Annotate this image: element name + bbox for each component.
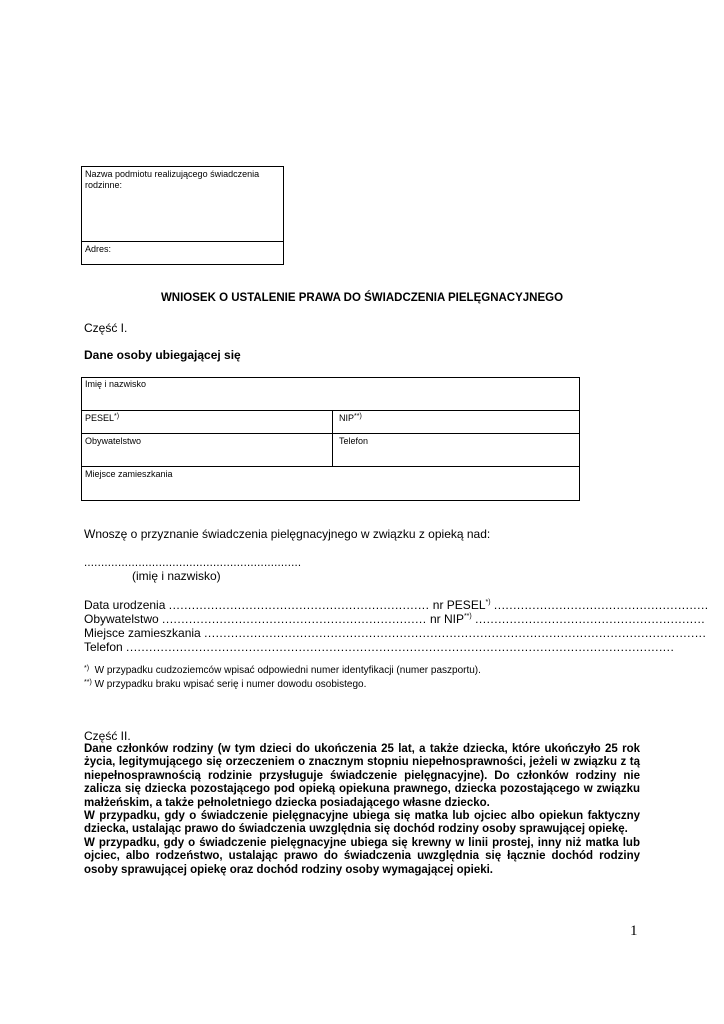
pesel-label: nr PESEL: [432, 598, 486, 612]
part2-paragraph-1: Dane członków rodziny (w tym dzieci do ukończenia 25 lat, a także dziecka, które ukończyło 25 rok życia, legitymującego się orzeczeniem o znacznym stopniu niepełnosprawności, jeżeli w związku z tą niepełnosprawnością rodzinie przysługuje świadczenie pielęgnacyjne). Do członków rodziny nie zalicza się dziecka pozostającego pod opieką opiekuna prawnego, dziecka pozostającego w związku małżeńskim, a także pełnoletniego dziecka posiadającego własne dziecko.: [84, 743, 640, 809]
care-recipient-name-line: ................................................................: [84, 557, 302, 569]
divider: [82, 410, 579, 411]
care-recipient-name-caption: (imię i nazwisko): [132, 569, 221, 583]
citizenship-label: Obywatelstwo: [84, 612, 159, 626]
nip-dots: ............................................................: [475, 612, 706, 626]
residence-row: [84, 626, 707, 640]
document-title: WNIOSEK O USTALENIE PRAWA DO ŚWIADCZENIA PIELĘGNACYJNEGO: [160, 292, 564, 304]
request-text: Wnoszę o przyznanie świadczenia pielęgnacyjnego w związku z opieką nad:: [84, 527, 491, 541]
field-nip-label: NIP**): [339, 413, 362, 423]
residence-dots: ...................................................................................................................................: [204, 626, 707, 640]
nip-label: nr NIP: [429, 612, 464, 626]
footnote-2: [84, 679, 366, 691]
footnote-2-mark: **): [84, 679, 92, 686]
phone-label: Telefon: [84, 640, 123, 654]
field-name-label: Imię i nazwisko: [85, 379, 147, 389]
pesel-dots: ........................................................: [493, 598, 709, 612]
institution-box: [81, 166, 284, 265]
nip-mark: **): [463, 613, 472, 620]
part2-paragraph-3: W przypadku, gdy o świadczenie pielęgnacyjne ubiega się krewny w linii prostej, inny niż matka lub ojciec, albo rodzeństwo, ustalając prawo do świadczenia uwzględnia się łącznie dochód rodziny osoby sprawującej opiekę oraz dochód rodziny osoby wymagającej opieki.: [84, 836, 640, 876]
field-residence-label: Miejsce zamieszkania: [85, 469, 173, 479]
institution-address-label: Adres:: [85, 244, 112, 254]
divider: [332, 410, 333, 466]
citizenship-dots: .....................................................................: [162, 612, 427, 626]
applicant-table: [81, 377, 580, 501]
part2-heading: Część II.: [84, 729, 131, 743]
part2-body: [84, 743, 640, 877]
birth-date-dots: ....................................................................: [168, 598, 430, 612]
page-number: 1: [630, 923, 638, 939]
part1-subheading: Dane osoby ubiegającej się: [84, 348, 241, 362]
footnote-1-text: W przypadku cudzoziemców wpisać odpowiedni numer identyfikacji (numer paszportu).: [94, 665, 481, 676]
field-pesel-label: PESEL*): [85, 413, 120, 423]
phone-row: [84, 640, 675, 654]
institution-name-label: Nazwa podmiotu realizującego świadczenia rodzinne:: [85, 169, 260, 190]
part1-heading: Część I.: [84, 321, 128, 335]
footnote-2-text: W przypadku braku wpisać serię i numer dowodu osobistego.: [94, 679, 367, 690]
field-citizenship-label: Obywatelstwo: [85, 436, 142, 446]
pesel-mark: *): [485, 599, 491, 606]
field-phone-label: Telefon: [339, 436, 369, 446]
birth-date-label: Data urodzenia: [84, 598, 166, 612]
citizenship-nip-row: [84, 612, 706, 626]
footnote-1-mark: *): [84, 665, 90, 672]
divider: [82, 241, 283, 242]
part2-paragraph-2: W przypadku, gdy o świadczenie pielęgnacyjne ubiega się matka lub ojciec albo opiekun faktyczny dziecka, ustalając prawo do świadczenia uwzględnia się dochód rodziny osoby sprawującej opiekę.: [84, 810, 640, 836]
birth-pesel-row: [84, 598, 709, 612]
divider: [82, 466, 579, 467]
residence-label: Miejsce zamieszkania: [84, 626, 201, 640]
divider: [82, 433, 579, 434]
phone-dots: ...............................................................................................................................................: [126, 640, 675, 654]
footnote-1: [84, 665, 481, 677]
